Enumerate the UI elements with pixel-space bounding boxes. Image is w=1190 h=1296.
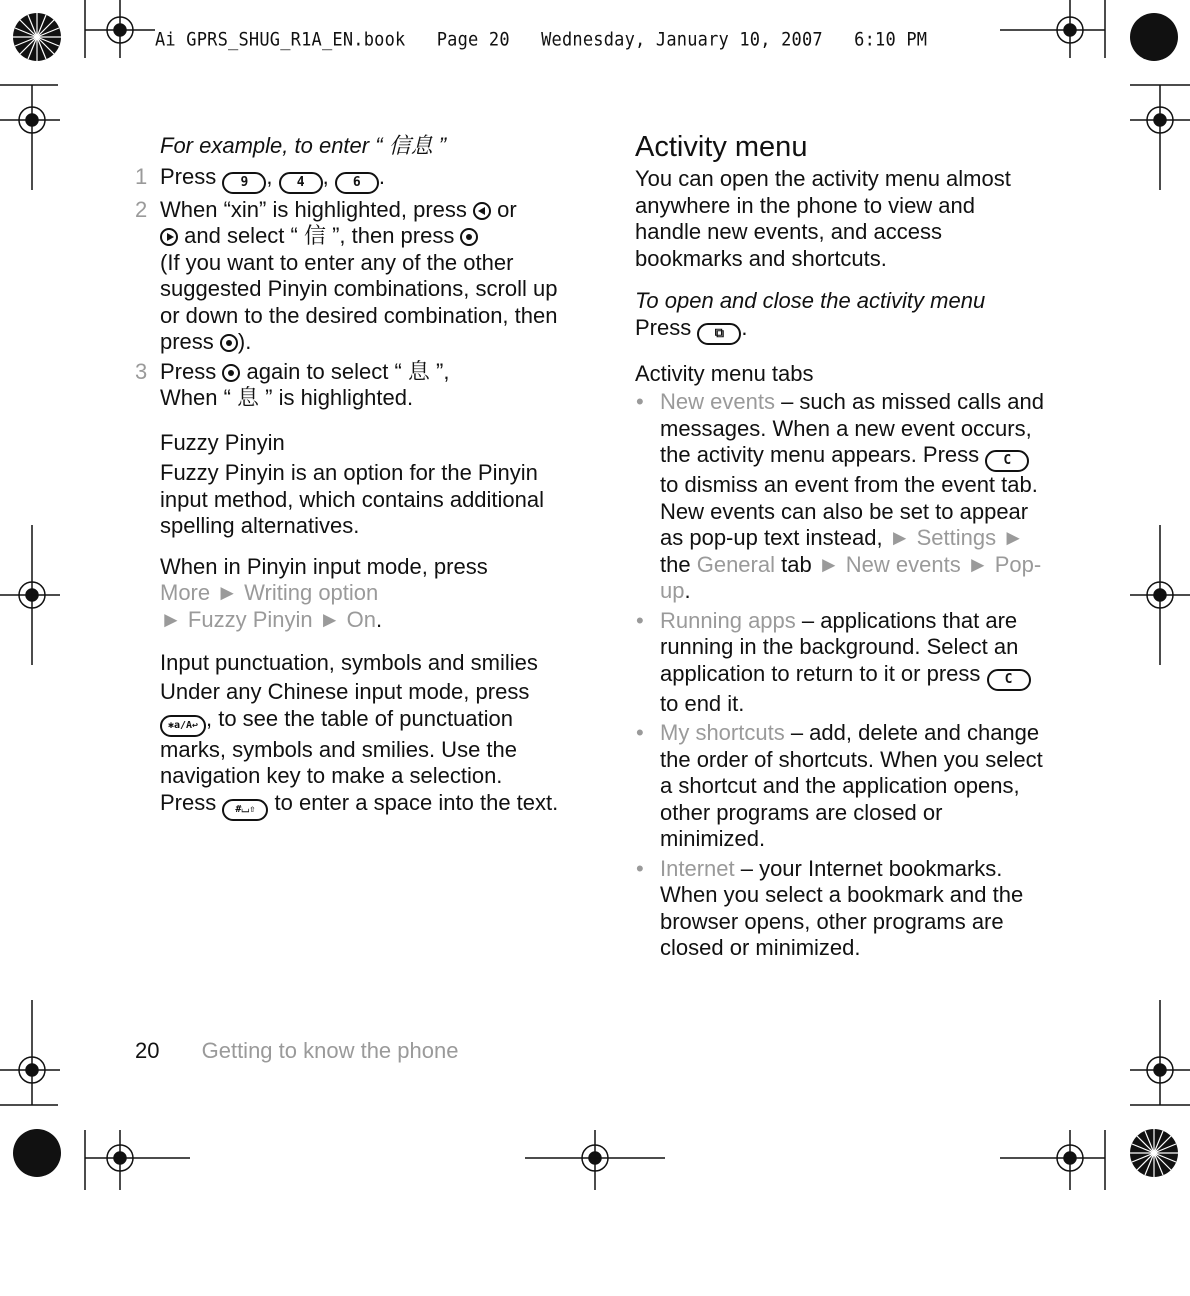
nav-center-icon: [460, 228, 478, 246]
registration-target-icon: [525, 1130, 665, 1190]
step-text: When “xin” is highlighted, press: [160, 196, 467, 222]
key-c-icon: C: [987, 669, 1031, 691]
key-star-icon: ✱a/A↩: [160, 715, 206, 737]
step-number: 1: [135, 163, 148, 189]
activity-tabs-heading: Activity menu tabs: [635, 360, 814, 386]
registration-target-icon: [1130, 85, 1190, 190]
registration-target-icon: [1130, 525, 1190, 665]
nav-left-icon: [473, 202, 491, 220]
left-column: [135, 133, 570, 821]
arrow-icon: ►: [966, 551, 989, 577]
step-text: or: [497, 196, 517, 222]
activity-key-icon: ⧉: [697, 323, 741, 345]
key-4-icon: 4: [279, 172, 323, 194]
step-text: and select “ 信 ”, then press: [184, 223, 455, 248]
open-close-heading: To open and close the activity menu: [635, 288, 986, 313]
registration-target-icon: [0, 1000, 60, 1105]
step-number: 2: [135, 196, 148, 222]
menu-path-item: New events: [845, 551, 961, 577]
solid-disc-icon: [13, 1129, 61, 1177]
bullet-icon: •: [636, 720, 644, 745]
fuzzy-pinyin-body: Fuzzy Pinyin is an option for the Pinyin input method, which contains additional spelling alternatives.: [160, 460, 545, 538]
registration-target-icon: [1000, 0, 1105, 58]
arrow-icon: ►: [1002, 525, 1025, 550]
arrow-icon: ►: [817, 551, 840, 577]
right-column: [635, 130, 1045, 965]
list-item: • Internet – your Internet bookmarks. When you select a bookmark and the browser opens, other programs are closed or minimized.: [636, 855, 1024, 960]
print-slug: [155, 29, 927, 51]
slug-book-file: Ai GPRS_SHUG_R1A_EN.book: [155, 29, 406, 51]
activity-menu-title: Activity menu: [635, 131, 808, 163]
menu-path-item: Writing option: [244, 580, 379, 605]
step-text: (If you want to enter any of the other suggested Pinyin combinations, scroll up or down to the desired combination, then press: [160, 249, 558, 354]
menu-path-item: General: [696, 551, 775, 577]
menu-path-item: On: [346, 606, 377, 632]
key-6-icon: 6: [335, 172, 379, 194]
page-number: 20: [135, 1038, 160, 1063]
list-item: • Running apps – applications that are running in the background. Select an application to return to it or press C to end it.: [660, 608, 1045, 718]
arrow-icon: ►: [888, 525, 911, 550]
solid-disc-icon: [1130, 13, 1178, 61]
registration-target-icon: [1000, 1130, 1105, 1190]
punctuation-body: Under any Chinese input mode, press ✱a/A↩ , to see the table of punctuation marks, symbols and smilies. Use the navigation key to make a selection. Press #⌴⇧ to enter a space into the text.: [160, 679, 570, 821]
bullet-icon: •: [636, 855, 644, 881]
bullet-icon: •: [636, 389, 644, 414]
arrow-icon: ►: [160, 606, 182, 632]
example-heading: For example, to enter “ 信息 ”: [160, 133, 447, 158]
step-text: again to select “ 息 ”,: [246, 358, 450, 384]
menu-path-item: Settings: [916, 525, 997, 550]
slug-time: 6:10 PM: [854, 29, 928, 51]
section-title: Getting to know the phone: [201, 1038, 459, 1063]
step-2: [135, 196, 570, 356]
menu-path-item: More: [160, 580, 211, 605]
slug-page: Page 20: [436, 29, 510, 51]
arrow-icon: ►: [318, 606, 341, 632]
list-item: • New events – such as missed calls and messages. When a new event occurs, the activity menu appears. Press C to dismiss an event from the event tab. New events can also be set to appear as pop-up text instead, ► Settings ► the General tab ► New events ► Pop-up.: [636, 389, 1044, 603]
step-3: [135, 358, 570, 412]
open-close-instruction: Press ⧉ .: [635, 315, 1045, 345]
list-item: • My shortcuts – add, delete and change the order of shortcuts. When you select a shortcut and the application opens, other programs are closed or minimized.: [636, 720, 1043, 851]
step-text: ).: [237, 329, 252, 354]
step-text: Press: [160, 358, 217, 384]
key-hash-icon: #⌴⇧: [222, 799, 268, 821]
term-running-apps: Running apps: [660, 607, 796, 633]
step-number: 3: [135, 358, 148, 384]
menu-path-item: Fuzzy Pinyin: [187, 606, 313, 632]
registration-target-icon: [85, 1130, 190, 1190]
page-footer: [135, 1038, 458, 1064]
activity-tabs-list: [636, 389, 1045, 962]
step-text: Press: [160, 163, 217, 189]
registration-target-icon: [0, 85, 60, 190]
punctuation-heading: Input punctuation, symbols and smilies: [160, 650, 538, 675]
step-1: 1 Press 9 , 4 , 6 .: [160, 164, 570, 194]
step-text: When “ 息 ” is highlighted.: [160, 385, 414, 410]
nav-center-icon: [222, 364, 240, 382]
registration-target-icon: [85, 0, 155, 58]
key-9-icon: 9: [222, 172, 266, 194]
nav-right-icon: [160, 228, 178, 246]
term-my-shortcuts: My shortcuts: [660, 720, 785, 745]
term-new-events: New events: [660, 389, 775, 414]
key-c-icon: C: [985, 450, 1029, 472]
registration-target-icon: [1130, 1000, 1190, 1105]
activity-menu-intro: You can open the activity menu almost anywhere in the phone to view and handle new events, and access bookmarks and shortcuts.: [635, 166, 1011, 271]
fuzzy-pinyin-instruction: When in Pinyin input mode, press More ► Writing option ► Fuzzy Pinyin ► On.: [160, 553, 488, 632]
term-internet: Internet: [660, 855, 735, 881]
bullet-icon: •: [636, 607, 644, 633]
fuzzy-pinyin-heading: Fuzzy Pinyin: [160, 429, 285, 455]
arrow-icon: ►: [216, 580, 239, 605]
menu-path-item: Pop-up: [660, 551, 1042, 603]
slug-date: Wednesday, January 10, 2007: [541, 29, 823, 51]
registration-target-icon: [0, 525, 60, 665]
nav-center-icon: [220, 334, 238, 352]
